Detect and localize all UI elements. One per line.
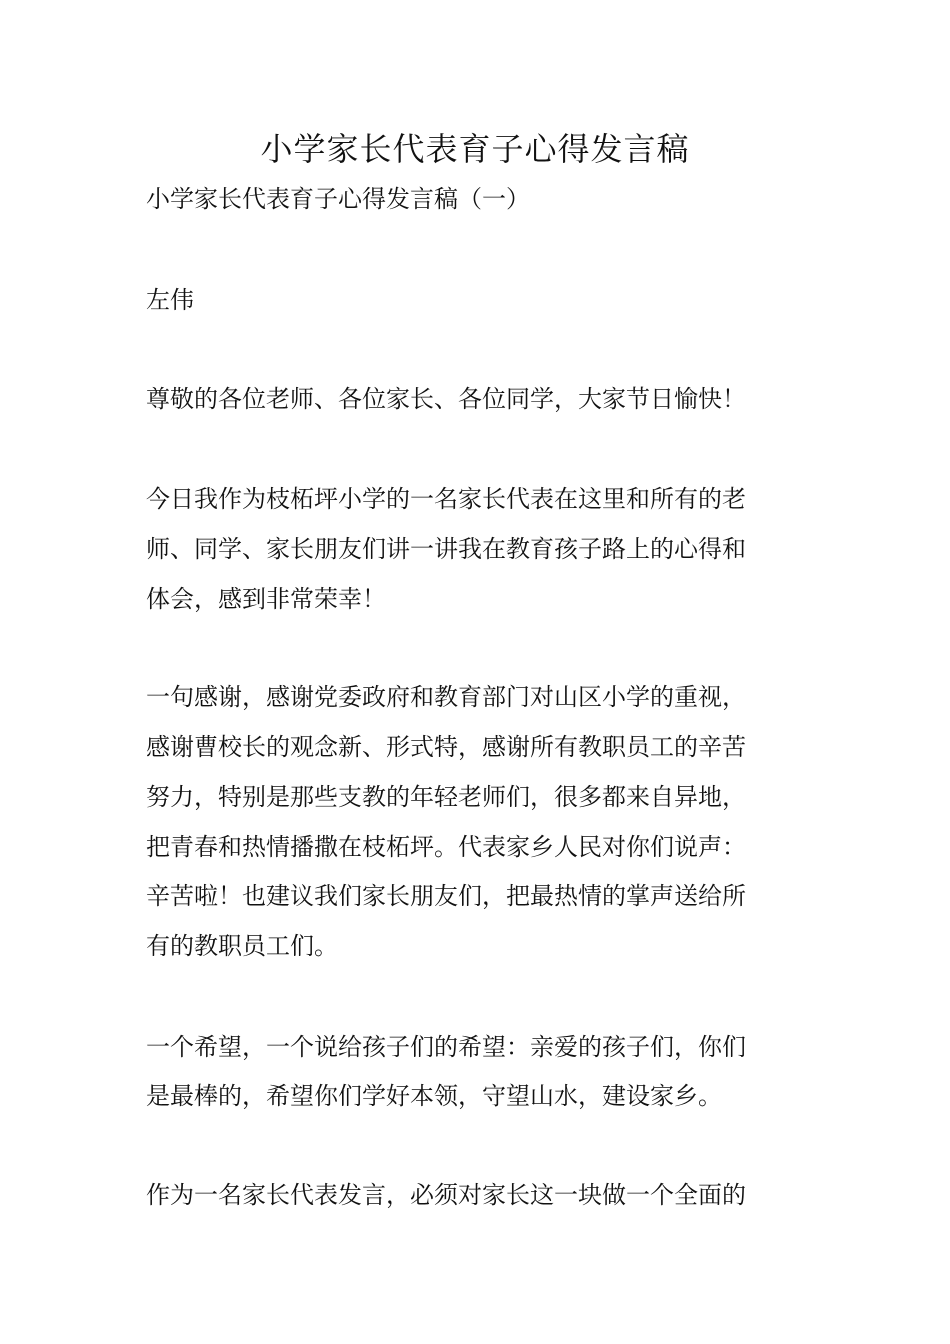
- paragraph-line: 辛苦啦！也建议我们家长朋友们，把最热情的掌声送给所: [146, 882, 746, 910]
- document-subtitle: 小学家长代表育子心得发言稿（一）: [146, 185, 530, 213]
- paragraph-line: 师、同学、家长朋友们讲一讲我在教育孩子路上的心得和: [146, 535, 746, 563]
- greeting-line: 尊敬的各位老师、各位家长、各位同学，大家节日愉快！: [146, 385, 746, 413]
- paragraph-line: 把青春和热情播撒在枝柘坪。代表家乡人民对你们说声：: [146, 833, 746, 861]
- paragraph-line: 体会，感到非常荣幸！: [146, 585, 386, 613]
- paragraph-line: 作为一名家长代表发言，必须对家长这一块做一个全面的: [146, 1181, 746, 1209]
- paragraph-line: 感谢曹校长的观念新、形式特，感谢所有教职员工的辛苦: [146, 733, 746, 761]
- paragraph-line: 一个希望，一个说给孩子们的希望：亲爱的孩子们，你们: [146, 1033, 746, 1061]
- paragraph-line: 是最棒的，希望你们学好本领，守望山水，建设家乡。: [146, 1082, 722, 1110]
- paragraph-line: 努力，特别是那些支教的年轻老师们，很多都来自异地，: [146, 783, 746, 811]
- paragraph-line: 有的教职员工们。: [146, 932, 338, 960]
- paragraph-line: 一句感谢，感谢党委政府和教育部门对山区小学的重视，: [146, 683, 746, 711]
- paragraph-line: 今日我作为枝柘坪小学的一名家长代表在这里和所有的老: [146, 485, 746, 513]
- document-title: 小学家长代表育子心得发言稿: [260, 130, 690, 168]
- author-name: 左伟: [146, 286, 194, 314]
